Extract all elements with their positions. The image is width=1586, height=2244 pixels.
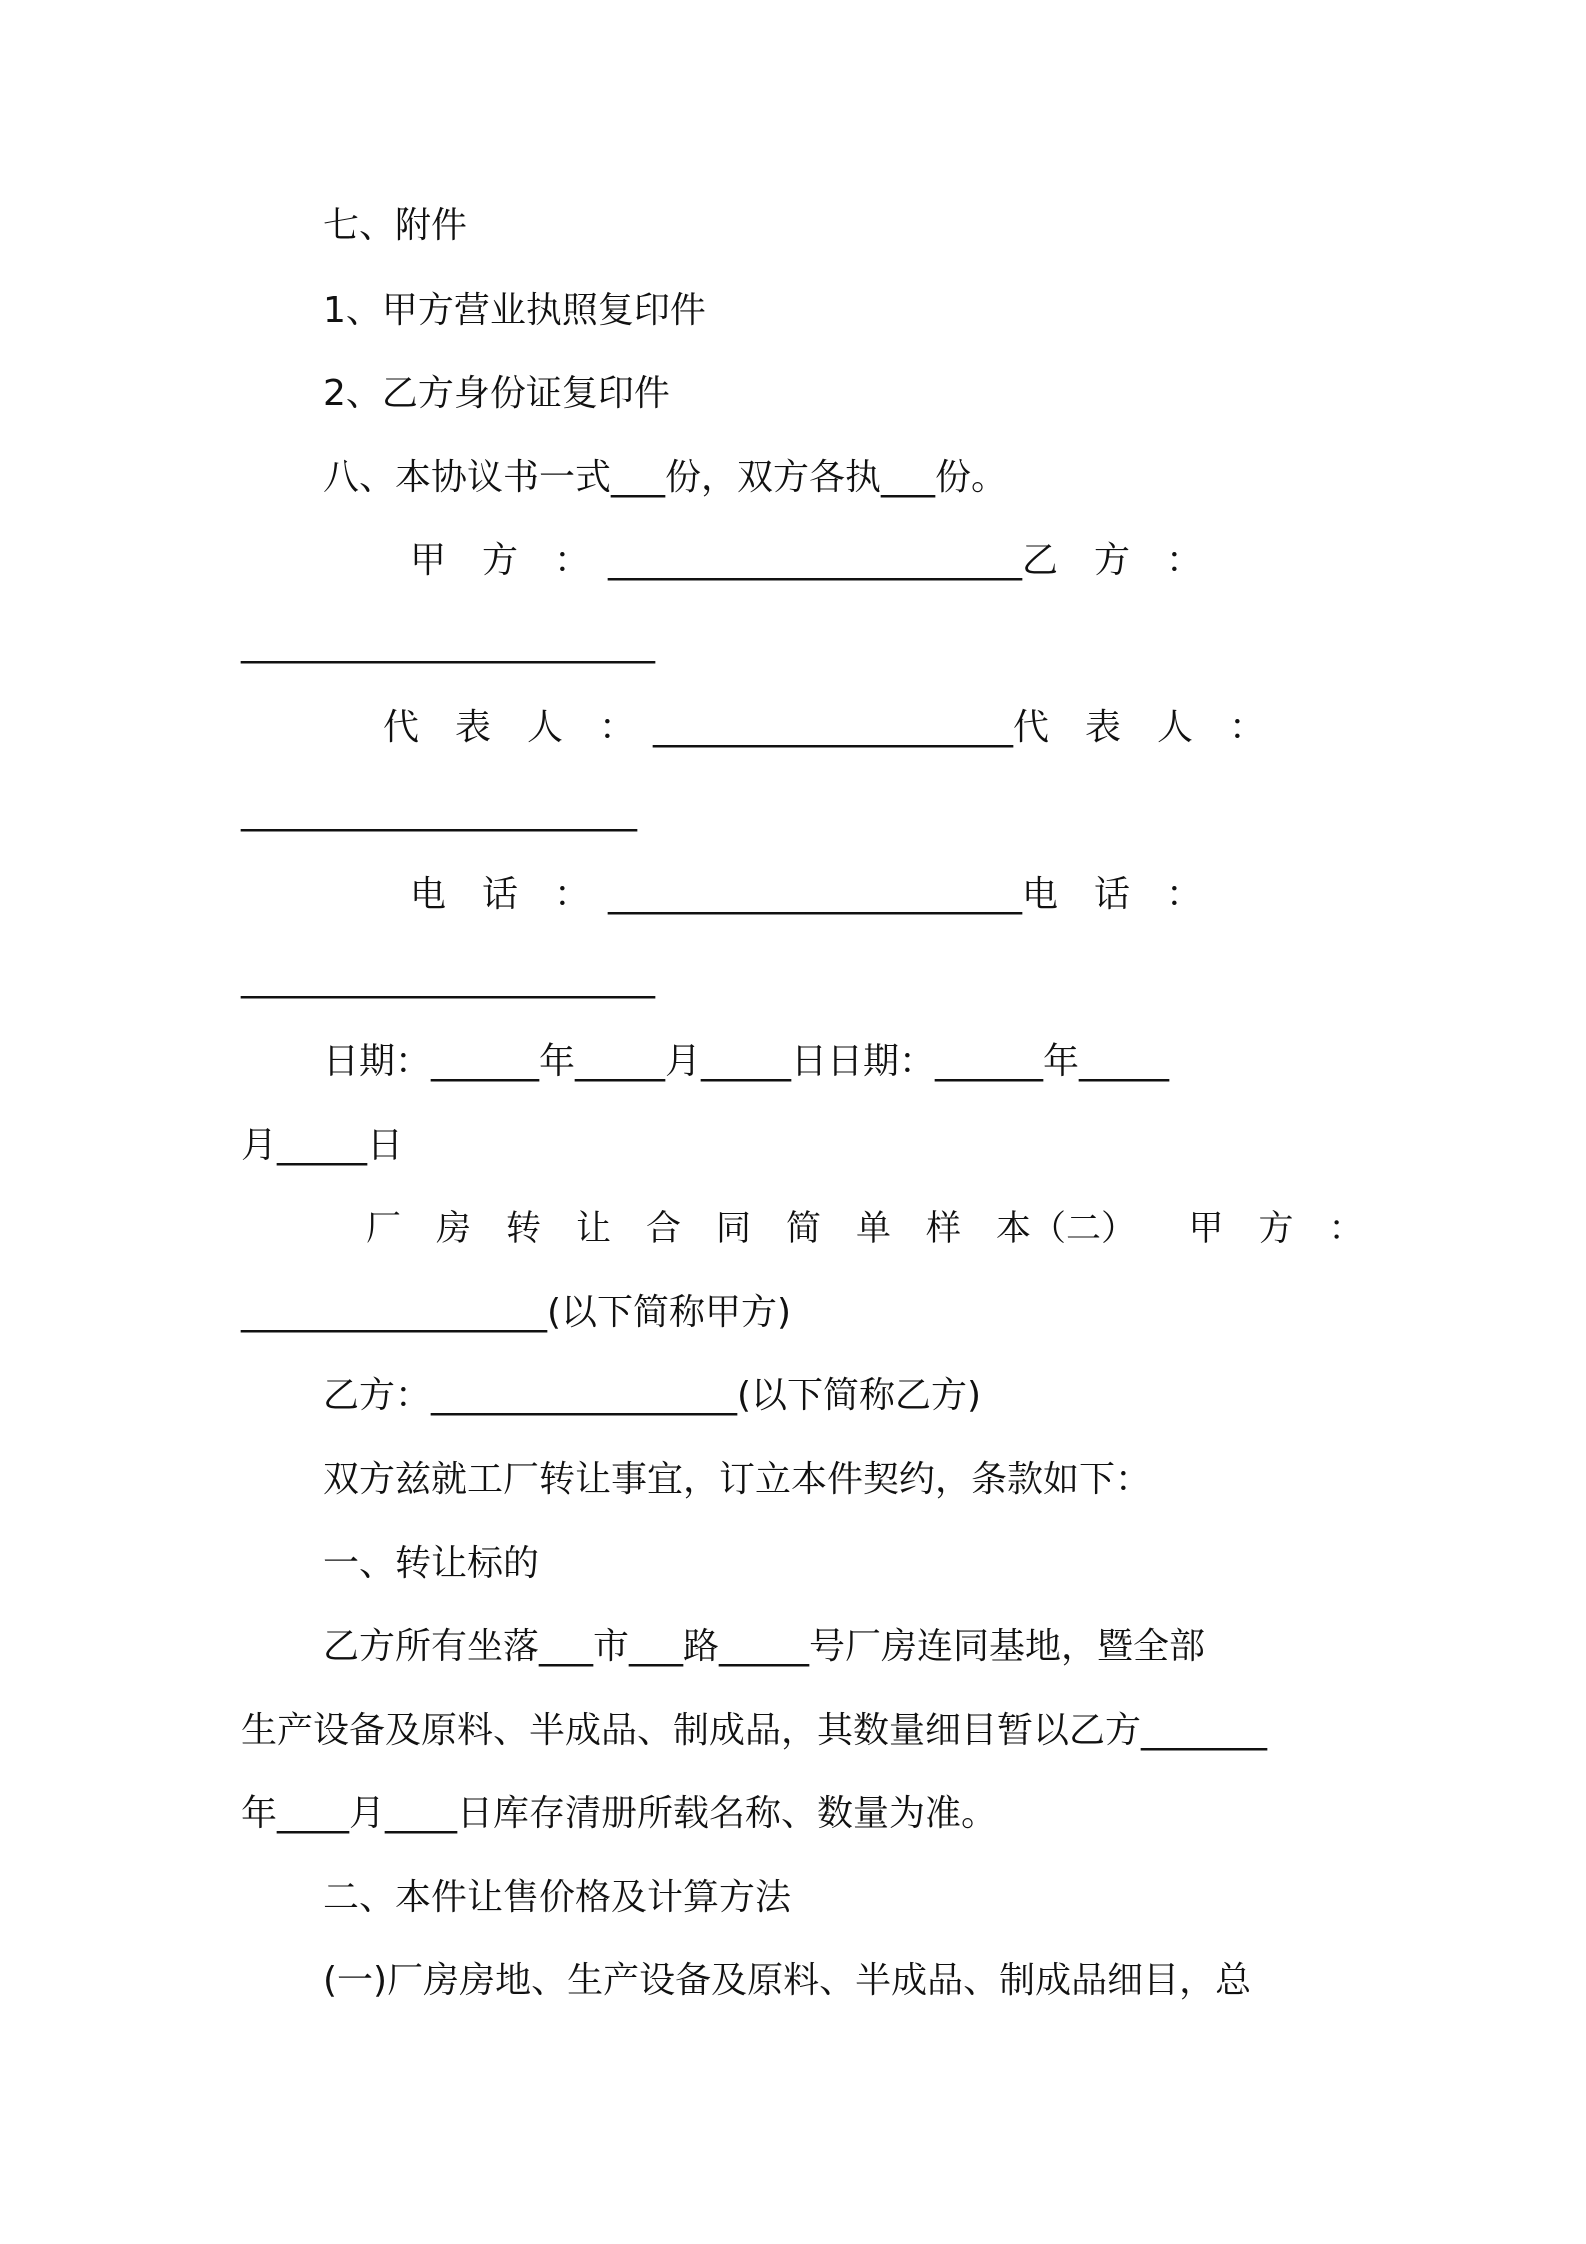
signature-party-a-line: 甲 方 ： _______________________乙 方 ： [410,540,1203,581]
sample-two-title: 厂 房 转 让 合 同 简 单 样 本（二） 甲 方 ： [366,1209,1364,1249]
subject-clause-line-3: 年____月____日库存清册所载名称、数量为准。 [241,1793,998,1834]
section-heading-attachments: 七、附件 [323,205,468,246]
section-heading-price: 二、本件让售价格及计算方法 [323,1877,792,1918]
signature-phone-line: 电 话 ： _______________________电 话 ： [410,874,1203,915]
section-heading-subject: 一、转让标的 [323,1543,540,1584]
signature-party-b-blank: _______________________ [241,623,655,664]
signature-date-continued: 月_____日 [241,1125,404,1166]
signature-date-line: 日期：______年_____月_____日日期：______年_____ [323,1041,1170,1082]
subject-clause-line-1: 乙方所有坐落___市___路_____号厂房连同基地，暨全部 [323,1626,1206,1667]
party-a-definition: _________________(以下简称甲方) [241,1292,792,1333]
signature-phone-blank: _______________________ [241,958,655,999]
signature-representative-line: 代 表 人 ： ____________________代 表 人 ： [383,707,1266,748]
section-copies: 八、本协议书一式___份，双方各执___份。 [323,457,1008,498]
party-b-definition: 乙方：_________________(以下简称乙方) [323,1375,982,1416]
price-clause-line-1: (一)厂房房地、生产设备及原料、半成品、制成品细目，总 [323,1960,1252,2001]
contract-preamble: 双方兹就工厂转让事宜，订立本件契约，条款如下： [323,1459,1152,1500]
attachment-item-2: 2、乙方身份证复印件 [323,373,670,414]
subject-clause-line-2: 生产设备及原料、半成品、制成品，其数量细目暂以乙方_______ [241,1710,1268,1751]
attachment-item-1: 1、甲方营业执照复印件 [323,290,706,331]
signature-representative-blank: ______________________ [241,791,637,832]
